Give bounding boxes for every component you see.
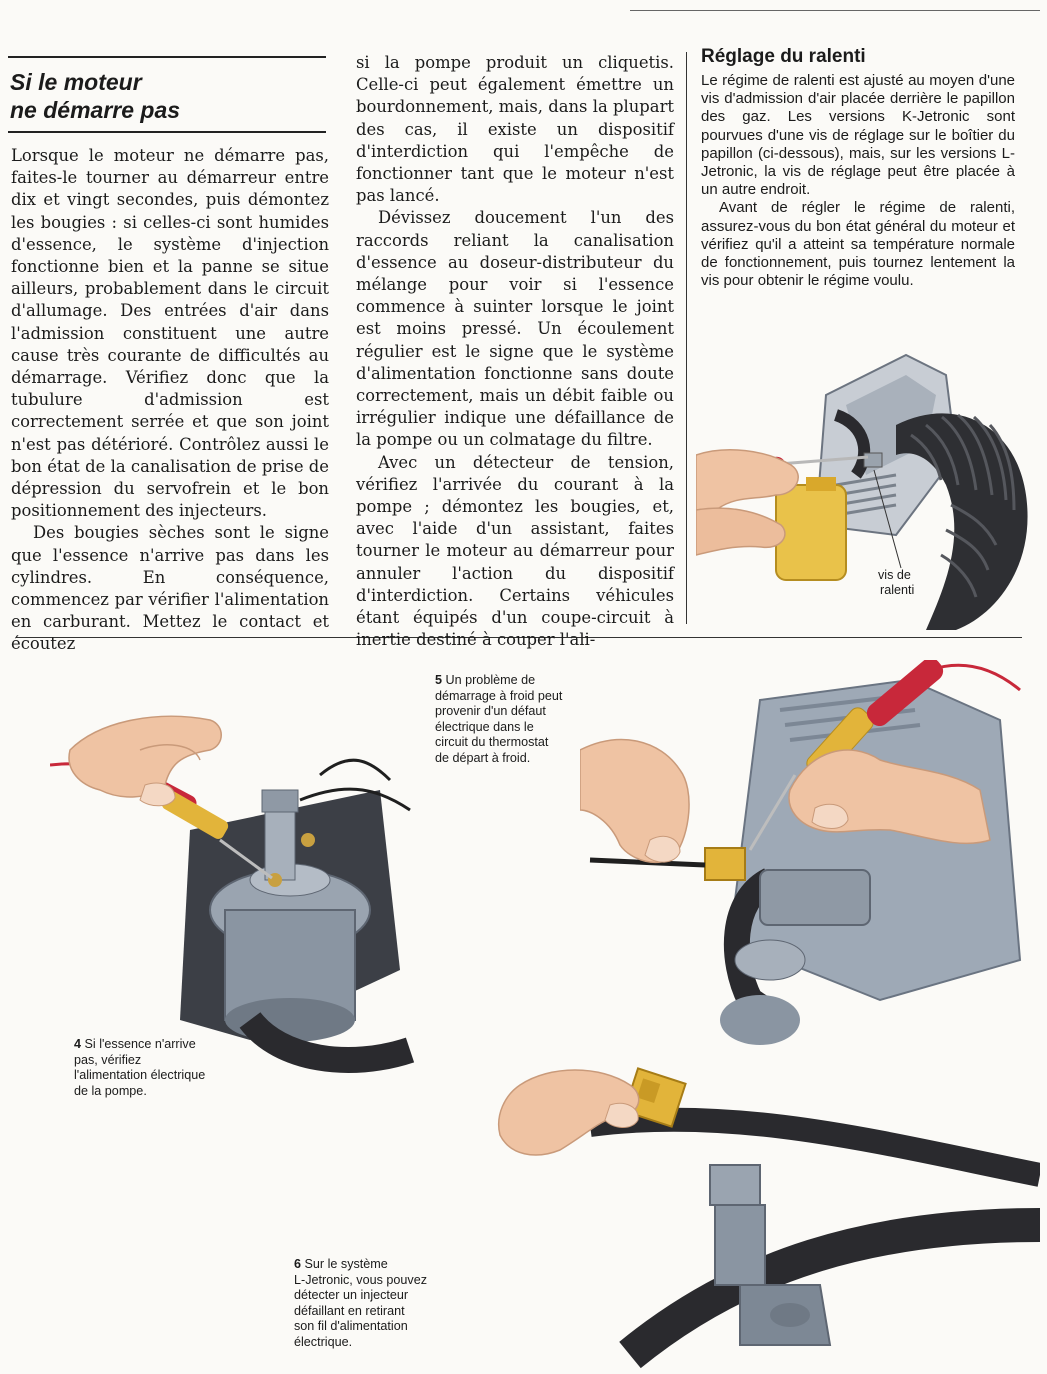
fuel-pump-illustration xyxy=(50,690,430,1090)
caption-line: démarrage à froid peut xyxy=(435,688,563,703)
caption-line: Si l'essence n'arrive xyxy=(84,1037,196,1051)
idle-screw-illustration xyxy=(696,335,1036,630)
cold-start-illustration xyxy=(580,660,1030,1060)
caption-line: provenir d'un défaut xyxy=(435,704,546,719)
heading-line-2: ne démarre pas xyxy=(10,97,181,123)
caption-line: son fil d'alimentation xyxy=(294,1319,408,1334)
caption-fig5 xyxy=(435,673,562,767)
paragraph: Des bougies sèches sont le signe que l'essence n'arrive pas dans les cylindres. En conséquence, commencez par vérifier l'alimentation en carburant. Mettez le contact et écoutez xyxy=(11,523,329,654)
idle-screw-label-line2: ralenti xyxy=(880,583,915,597)
caption-fig4 xyxy=(74,1037,205,1099)
caption-line: L-Jetronic, vous pouvez xyxy=(294,1272,428,1287)
right-column-text xyxy=(701,72,1015,290)
section-heading xyxy=(10,68,330,124)
paragraph: Avant de régler le régime de ralenti, assurez-vous du bon état général du moteur et vérifiez qu'il a atteint sa température normale de fonctionnement, puis tournez lentement la vis pour obtenir le régime voulu. xyxy=(701,199,1015,290)
caption-number: 6 xyxy=(294,1257,302,1271)
caption-line: de la pompe. xyxy=(74,1083,147,1098)
caption-line: électrique. xyxy=(294,1334,353,1349)
paragraph: si la pompe produit un cliquetis. Celle-ci peut également émettre un bourdonnement, mais, dans la plupart des cas, il existe un dispositif d'interdiction qui l'empêche de fonctionner tant que le moteur n'est pas lancé. xyxy=(356,53,674,206)
caption-fig6 xyxy=(294,1257,427,1351)
paragraph: Avec un détecteur de tension, vérifiez l'arrivée du courant à la pompe ; démontez les bougies, et, avec l'aide d'un assistant, faites tourner le moteur au démarreur pour annuler l'action du dispositif d'interdiction. Certains véhicules étant équipés d'un coupe-circuit à inertie destiné à couper l'ali- xyxy=(356,452,674,650)
top-rule-right xyxy=(630,10,1040,11)
caption-number: 5 xyxy=(435,673,443,687)
heading-line-1: Si le moteur xyxy=(10,69,142,95)
paragraph: Lorsque le moteur ne démarre pas, faites-le tourner au démarreur entre dix et vingt secondes, puis démontez les bougies : si celles-ci sont humides d'essence, le système d'injection fonctionne bien et la panne se situe ailleurs, probablement dans le circuit d'allumage. Des entrées d'air dans l'admission constituent une autre cause très courante de difficultés au démarrage. Vérifiez donc que la tubulure d'admission est correctement serrée et que son joint n'est pas détérioré. Contrôlez aussi le bon état de la canalisation de prise de dépression du servofrein et le bon positionnement des injecteurs. xyxy=(11,146,329,521)
middle-column-text xyxy=(356,52,674,651)
idle-screw-label-line1: vis de xyxy=(878,568,911,582)
heading-rule-bottom xyxy=(8,131,326,133)
caption-line: détecter un injecteur xyxy=(294,1288,409,1303)
paragraph: Dévissez doucement l'un des raccords reliant la canalisation d'essence au doseur-distributeur du mélange pour voir si l'essence commence à suinter lorsque le joint est moins pressé. Un écoulement régulier est le signe que le système d'alimentation fonctionne sans doute correctement, mais un débit faible ou irrégulier indique une défaillance de la pompe ou un colmatage du filtre. xyxy=(356,208,674,450)
right-column-heading: Réglage du ralenti xyxy=(701,46,866,67)
paragraph: Le régime de ralenti est ajusté au moyen d'une vis d'admission d'air placée derrière le papillon des gaz. Les versions K-Jetronic sont pourvues d'une vis de réglage sur le boîtier du papillon (ci-dessous), mais, sur les versions L-Jetronic, la vis de réglage peut être placée à un autre endroit. xyxy=(701,72,1015,199)
caption-number: 4 xyxy=(74,1037,82,1051)
caption-line: pas, vérifiez xyxy=(74,1052,142,1067)
heading-rule-top xyxy=(8,56,326,58)
caption-line: Sur le système xyxy=(304,1257,388,1271)
caption-line: électrique dans le xyxy=(435,719,534,734)
column-divider xyxy=(686,52,687,624)
caption-line: Un problème de xyxy=(445,673,536,687)
caption-line: de départ à froid. xyxy=(435,750,531,765)
left-column-text xyxy=(11,145,329,656)
caption-line: circuit du thermostat xyxy=(435,735,549,750)
caption-line: l'alimentation électrique xyxy=(74,1068,206,1083)
injector-illustration xyxy=(490,1065,1040,1370)
caption-line: défaillant en retirant xyxy=(294,1303,405,1318)
